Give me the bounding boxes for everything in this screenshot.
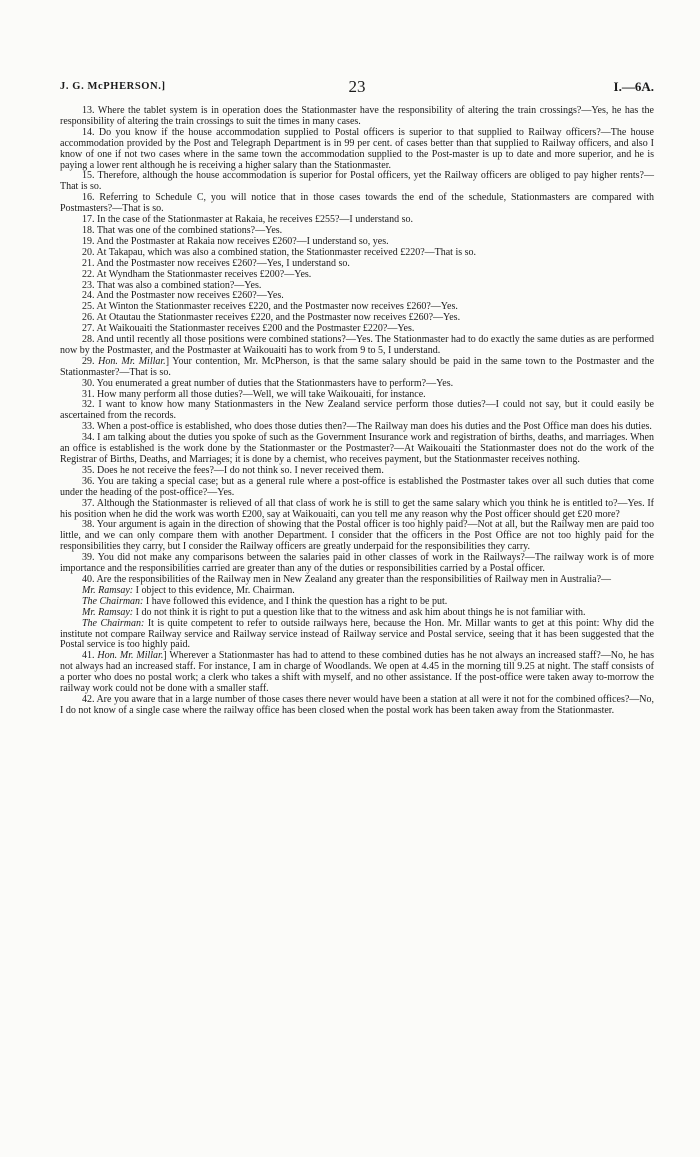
paragraph-text: 25. At Winton the Stationmaster receives £220, and the Postmaster now receives £260?—Yes. xyxy=(82,301,458,313)
question-number: 29. xyxy=(82,355,99,367)
speaker-label: The Chairman: xyxy=(82,617,145,629)
paragraph-text: 34. I am talking about the duties you spoke of such as the Government Insurance work and registration of births, deaths, and marriages. When an office is established is the work done by the Stationmaster or the Postmaster?—At Waikouaiti the Stationmaster does not do the work of the Registrar of Births, Deaths, and Marriages; it is done by a chemist, who receives payment, but the Stationmaster receives nothing. xyxy=(60,432,654,465)
page-header xyxy=(60,79,654,99)
paragraph-text: 23. That was also a combined station?—Yes. xyxy=(82,279,262,291)
header-witness-name: J. G. McPHERSON.] xyxy=(60,81,166,92)
paragraph-text: 36. You are taking a special case; but as a general rule where a post-office is established the Postmaster takes over all such duties that come under the heading of the post-office?—Yes. xyxy=(60,475,654,498)
paragraph-text: 16. Referring to Schedule C, you will notice that in those cases towards the end of the schedule, Stationmasters are compared with Postmasters?—That is so. xyxy=(60,192,654,215)
speaker-label: Hon. Mr. Millar. xyxy=(97,650,164,662)
paragraph-text: 40. Are the responsibilities of the Railway men in New Zealand any greater than the responsibilities of Railway men in Australia?— xyxy=(82,573,612,585)
evidence-text xyxy=(60,106,654,717)
paragraph-text: 31. How many perform all those duties?—Well, we will take Waikouaiti, for instance. xyxy=(82,388,426,400)
paragraph-text: ] Your contention, Mr. McPherson, is that the same salary should be paid in the same town to the Postmaster and the Stationmaster?—That is so. xyxy=(60,355,655,378)
page-number: 23 xyxy=(348,77,366,96)
paragraph-text: 35. Does he not receive the fees?—I do not think so. I never received them. xyxy=(82,464,384,476)
paragraph-text: 18. That was one of the combined stations?—Yes. xyxy=(82,224,283,236)
paragraph-text: 20. At Takapau, which was also a combined station, the Stationmaster received £220?—That is so. xyxy=(82,246,477,258)
paragraph-text: 19. And the Postmaster at Rakaia now receives £260?—I understand so, yes. xyxy=(82,235,389,247)
document-reference: I.—6A. xyxy=(613,79,654,94)
speaker-label: Mr. Ramsay: xyxy=(82,606,134,618)
paragraph-text: 24. And the Postmaster now receives £260?—Yes. xyxy=(82,290,284,302)
paragraph-text: 32. I want to know how many Stationmasters in the New Zealand service perform those duties?—I could not say, but it could easily be ascertained from the records. xyxy=(60,399,654,422)
paragraph-text: 21. And the Postmaster now receives £260?—Yes, I understand so. xyxy=(82,257,350,269)
paragraph-text: 30. You enumerated a great number of duties that the Stationmasters have to perform?—Yes. xyxy=(82,377,454,389)
paragraph-text: I object to this evidence, Mr. Chairman. xyxy=(133,584,295,596)
paragraph-text: 38. Your argument is again in the direction of showing that the Postal officer is too highly paid?—Not at all, but the Railway men are paid too little, and we can only compare them with another Department. I consider that the officers in the Post Office are not too highly paid for the responsibilities they carry, but I consider the Railway officers are greatly underpaid for the responsibilities they carry. xyxy=(60,519,654,553)
paragraph-text: 39. You did not make any comparisons between the salaries paid in other classes of work in the Railways?—The railway work is of more importance and the responsibilities carried are greater than any of the duties or responsibilities carried by a Postal officer. xyxy=(60,552,654,575)
evidence-paragraph xyxy=(60,553,654,575)
paragraph-text: 13. Where the tablet system is in operation does the Stationmaster have the responsibility of altering the train crossings?—Yes, he has the responsibility of altering the train crossings to suit the times in many cases. xyxy=(60,105,654,127)
paragraph-text: 22. At Wyndham the Stationmaster receives £200?—Yes. xyxy=(82,268,312,280)
evidence-paragraph xyxy=(60,433,654,466)
paragraph-text: 14. Do you know if the house accommodation supplied to Postal officers is superior to that supplied to Railway officers?—The house accommodation provided by the Post and Telegraph Department is in 99 per cent. of cases better than that supplied to Railway officers, and also I know of one if not two cases where in the same town the accommodation supplied to the Post-master is up to date and more superior, and he is paying a lower rent although he is receiving a higher salary than the Stationmaster. xyxy=(60,126,654,171)
evidence-paragraph xyxy=(60,171,654,193)
speaker-label: Mr. Ramsay: xyxy=(82,584,134,596)
evidence-paragraph xyxy=(60,193,654,215)
paragraph-text: It is quite competent to refer to outside railways here, because the Hon. Mr. Millar wants to get at this point: Why did the institute not compare Railway service and Railway service instead of Railway service and Postal service, seeing that it has been suggested that the Postal service is too highly paid. xyxy=(60,617,654,651)
evidence-paragraph xyxy=(60,695,654,717)
paragraph-text: 27. At Waikouaiti the Stationmaster receives £200 and the Postmaster £220?—Yes. xyxy=(82,323,415,335)
evidence-paragraph xyxy=(60,477,654,499)
paragraph-text: 15. Therefore, although the house accommodation is superior for Postal officers, yet the Railway officers are obliged to pay higher rents?—That is so. xyxy=(60,170,654,193)
evidence-paragraph xyxy=(60,335,654,357)
evidence-paragraph xyxy=(60,357,654,379)
evidence-paragraph xyxy=(60,128,654,172)
speaker-label: The Chairman: xyxy=(82,595,144,607)
paragraph-text: 33. When a post-office is established, who does those duties then?—The Railway man does his duties and the Post Office man does his duties. xyxy=(82,421,652,433)
evidence-paragraph xyxy=(60,499,654,521)
evidence-paragraph xyxy=(60,619,654,652)
paragraph-text: 26. At Otautau the Stationmaster receives £220, and the Postmaster now receives £260?—Yes. xyxy=(82,312,461,324)
evidence-paragraph xyxy=(60,520,654,553)
paragraph-text: 17. In the case of the Stationmaster at Rakaia, he receives £255?—I understand so. xyxy=(82,214,414,226)
speaker-label: Hon. Mr. Millar. xyxy=(98,355,166,367)
evidence-paragraph xyxy=(60,651,654,695)
evidence-paragraph xyxy=(60,400,654,422)
paragraph-text: 28. And until recently all those positions were combined stations?—Yes. The Stationmaster had to do exactly the same duties as are performed now by the Postmaster, and the Postmaster at Waikouaiti has to work from 9 to 5, I understand. xyxy=(60,334,654,356)
paragraph-text: I do not think it is right to put a question like that to the witness and ask him about things he is not familiar with. xyxy=(133,606,586,618)
paragraph-text: ] Wherever a Stationmaster has had to attend to these combined duties has he not always an increased staff?—No, he has not always had an increased staff. For instance, I am in charge of Woodlands. We open at 4.45 in the morning till 9.25 at night. The staff consists of a porter who does no postal work; a clerk who takes a shift with myself, and no other assistance. If the post-office were taken away to-morrow the railway work could not be done with a smaller staff. xyxy=(60,650,654,695)
paragraph-text: I have followed this evidence, and I think the question has a right to be put. xyxy=(143,595,448,607)
paragraph-text: 37. Although the Stationmaster is relieved of all that class of work he is still to get the same salary which you think he is entitled to?—Yes. If his position when he did the work was worth £200, say at Waikouaiti, can you tell me any reason why the Post officer should get £20 more? xyxy=(60,497,654,520)
paragraph-text: 42. Are you aware that in a large number of those cases there never would have been a station at all were it not for the combined offices?—No, I do not know of a single case where the railway office has been closed when the postal work has been taken away from the Stationmaster. xyxy=(60,693,654,716)
evidence-paragraph xyxy=(60,106,654,128)
question-number: 41. xyxy=(82,650,98,662)
